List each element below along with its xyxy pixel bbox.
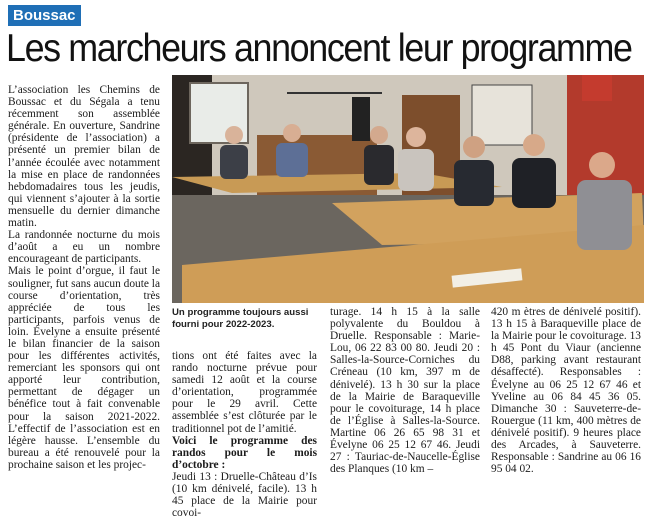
article-column-1 bbox=[8, 84, 160, 504]
photo-caption: Un programme toujours aussi fourni pour 2022-2023. bbox=[172, 307, 309, 330]
paragraph: Mais le point d’orgue, il faut le souligner, fut sans aucun doute la course d’orientation, très appréciée de tous les participants, parfois venus de loin. Évelyne a ensuite présenté le bilan financier de la saison pour les différentes activités, remerciant les sponsors qui ont apporté leur contribution, permettant de dégager un bénéfice tout à fait convenable pour la saison 2021-2022. L’effectif de l’association est en légère hausse. L’ensemble du bureau a été renouvelé pour la prochaine saison et les projec- bbox=[8, 265, 161, 471]
paragraph: L’association les Chemins de Boussac et du Ségala a tenu récemment son assemblée générale. En ouverture, Sandrine (présidente de l’association) a présenté un premier bilan de l’année écoulée avec notamment la mise en place de randonnées hebdomadaires tous les jeudis, qui viennent s’ajouter à la sortie mensuelle du dernier dimanche matin. bbox=[8, 84, 160, 230]
headline: Les marcheurs annoncent leur programme bbox=[6, 27, 632, 70]
section-kicker: Boussac bbox=[8, 5, 81, 26]
article-photo bbox=[172, 75, 644, 303]
paragraph: 420 m ètres de dénivelé positif). 13 h 15 à Baraqueville place de la Mairie pour le covoiturage. 13 h 45 Pont du Viaur (ancienne D88, parking avant restaurant désaffecté). Responsables : Évelyne au 06 25 12 67 46 et Yveline au 06 84 45 36 05. Dimanche 30 : Sauveterre-de-Rouergue (11 km, 400 mètres de dénivelé positif). 9 heures place des Arcades, à Sauveterre. Responsable : Sandrine au 06 16 95 04 02. bbox=[491, 306, 641, 476]
paragraph: La randonnée nocturne du mois d’août a eu un nombre encourageant de participants. bbox=[8, 229, 160, 266]
paragraph: tions ont été faites avec la rando nocturne prévue pour samedi 12 août et la course d’orientation, programmée pour le 29 avril. Cette assemblée s’est clôturée par le traditionnel pot de l’amitié. bbox=[172, 350, 317, 435]
article-column-3 bbox=[330, 306, 480, 506]
article-column-4 bbox=[491, 306, 641, 506]
article-column-2 bbox=[172, 350, 317, 519]
paragraph: Jeudi 13 : Druelle-Château d’Is (10 km dénivelé, facile). 13 h 45 place de la Mairie pour covoi- bbox=[172, 470, 317, 519]
program-heading: Voici le programme des randos pour le mois d’octobre : bbox=[172, 434, 317, 471]
paragraph: turage. 14 h 15 à la salle polyvalente du Bouldou à Druelle. Responsable : Marie-Lou, 06 22 83 00 80. Jeudi 20 : Salles-la-Source-Corniches du Créneau (10 km, 397 m de dénivelé). 13 h 30 sur la place de la Mairie de Baraqueville pour le covoiturage, 14 h place de l’Église à Salles-la-Source. Martine 06 26 65 98 31 et Évelyne 06 25 12 67 46. Jeudi 27 : Tauriac-de-Naucelle-Église des Planques (10 km – bbox=[330, 306, 480, 476]
